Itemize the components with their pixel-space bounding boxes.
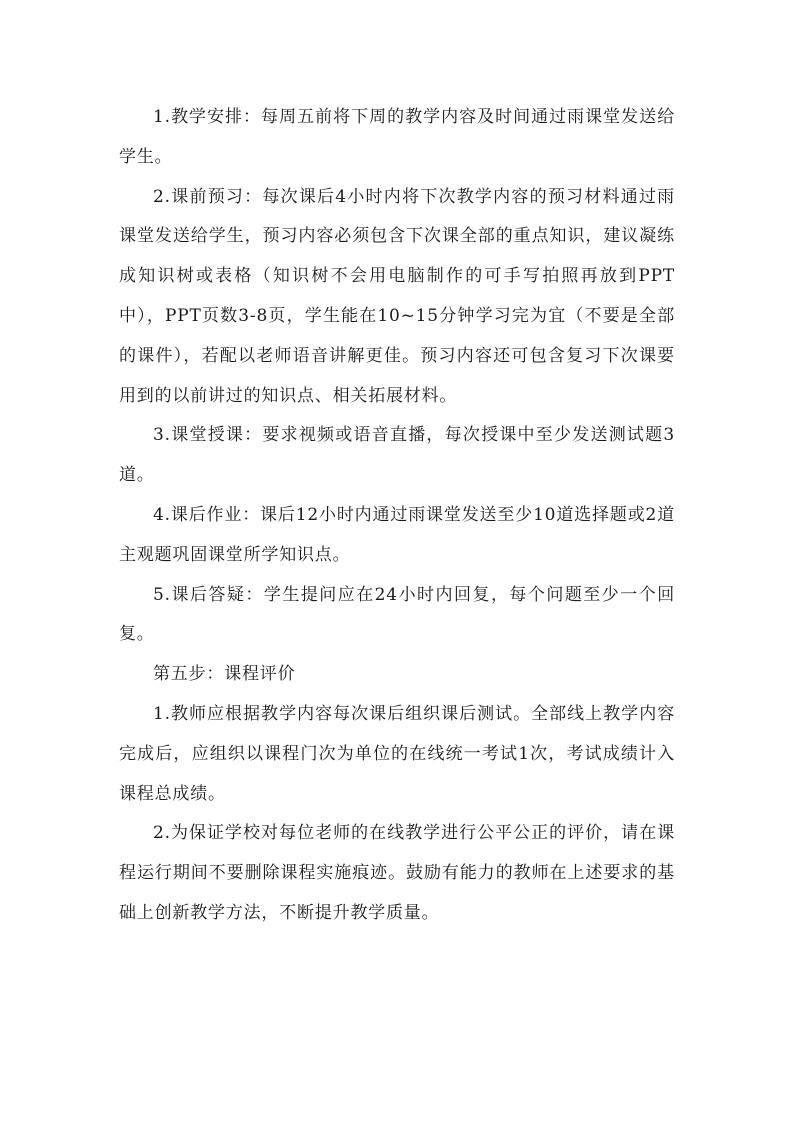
- paragraph-evaluation-fairness: 2.为保证学校对每位老师的在线教学进行公平公正的评价，请在课程运行期间不要删除课程实施痕迹。鼓励有能力的教师在上述要求的基础上创新教学方法，不断提升教学质量。: [119, 823, 675, 923]
- paragraph-classroom-teaching: 3.课堂授课：要求视频或语音直播，每次授课中至少发送测试题3道。: [119, 425, 675, 486]
- document-body: [119, 98, 675, 934]
- paragraph-evaluation-testing: 1.教师应根据教学内容每次课后组织课后测试。全部线上教学内容完成后，应组织以课程门次为单位的在线统一考试1次，考试成绩计入课程总成绩。: [119, 703, 675, 804]
- paragraph-after-class-qa: 5.课后答疑：学生提问应在24小时内回复，每个问题至少一个回复。: [119, 584, 675, 645]
- paragraph-pre-class-preview: 2.课前预习：每次课后4小时内将下次教学内容的预习材料通过雨课堂发送给学生，预习内容必须包含下次课全部的重点知识，建议凝练成知识树或表格（知识树不会用电脑制作的可手写拍照再放到PPT中），PPT页数3-8页，学生能在10~15分钟学习完为宜（不要是全部的课件），若配以老师语音讲解更佳。预习内容还可包含复习下次课要用到的以前讲过的知识点、相关拓展材料。: [119, 186, 675, 406]
- paragraph-homework: 4.课后作业：课后12小时内通过雨课堂发送至少10道选择题或2道主观题巩固课堂所学知识点。: [119, 504, 675, 565]
- section-heading-course-evaluation: 第五步：课程评价: [153, 664, 296, 685]
- paragraph-teaching-arrangement: 1.教学安排：每周五前将下周的教学内容及时间通过雨课堂发送给学生。: [119, 107, 675, 167]
